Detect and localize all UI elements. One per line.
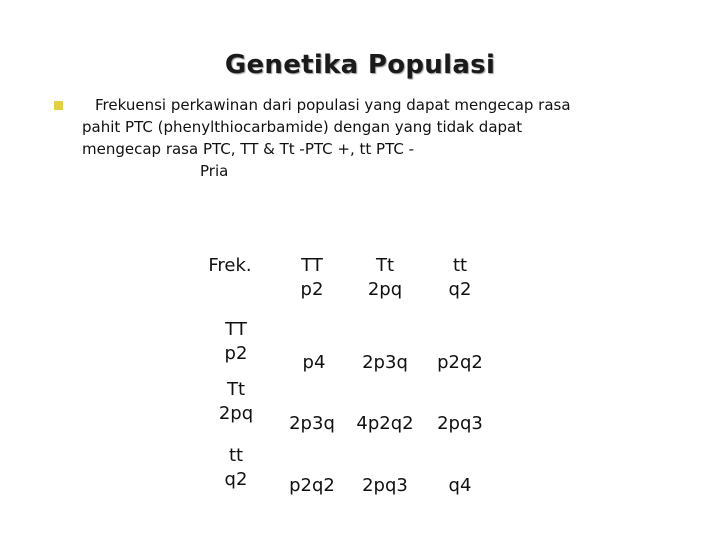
column-genotype: TT (301, 255, 323, 276)
table-cell: p2q2 (289, 475, 335, 496)
table-cell: 4p2q2 (356, 413, 414, 434)
column-frequency: p2 (300, 279, 324, 300)
row-genotype: tt (228, 445, 244, 466)
paragraph-line-4: Pria (200, 162, 229, 180)
column-header-Tt (345, 254, 425, 302)
column-header-TT (272, 254, 352, 302)
row-genotype: TT (225, 319, 247, 340)
row-frequency: p2 (224, 343, 248, 364)
table-cell: 2pq3 (437, 413, 483, 434)
row-header-TT (201, 318, 271, 366)
row-frequency: q2 (224, 469, 248, 490)
paragraph-line-1: Frekuensi perkawinan dari populasi yang dapat mengecap rasa (95, 96, 571, 114)
table-cell: p2q2 (437, 352, 483, 373)
description-paragraph (82, 94, 642, 182)
table-cell: 2p3q (289, 413, 335, 434)
table-cell: q4 (448, 475, 472, 496)
table-cell: 2pq3 (362, 475, 408, 496)
column-genotype: Tt (375, 255, 395, 276)
slide-title: Genetika Populasi (224, 50, 496, 80)
paragraph-line-3: mengecap rasa PTC, TT & Tt -PTC +, tt PTC - (82, 140, 415, 158)
column-frequency: 2pq (367, 279, 403, 300)
column-frequency: q2 (448, 279, 472, 300)
row-header-tt (201, 444, 271, 492)
table-corner-label: Frek. (208, 255, 252, 276)
table-cell: 2p3q (362, 352, 408, 373)
column-header-tt (420, 254, 500, 302)
column-genotype: tt (452, 255, 468, 276)
row-header-Tt (201, 378, 271, 426)
row-genotype: Tt (226, 379, 246, 400)
table-cell: p4 (302, 352, 326, 373)
paragraph-line-2: pahit PTC (phenylthiocarbamide) dengan yang tidak dapat (82, 118, 523, 136)
row-frequency: 2pq (218, 403, 254, 424)
bullet-square-icon (54, 101, 63, 110)
